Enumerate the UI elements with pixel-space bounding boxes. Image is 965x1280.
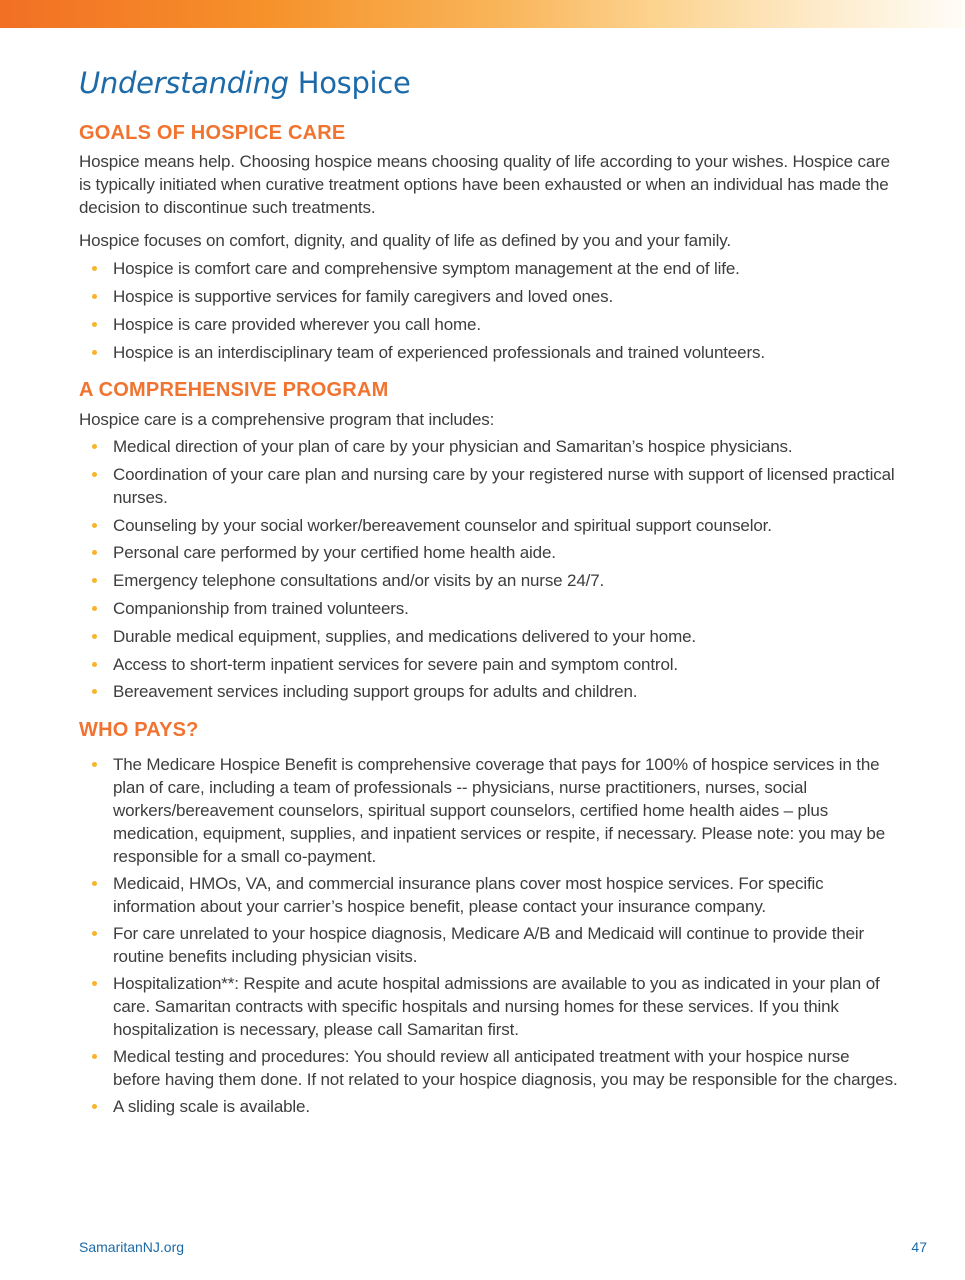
goals-list: [79, 257, 899, 364]
list-item-text: A sliding scale is available.: [113, 1097, 310, 1117]
list-item: [79, 541, 899, 564]
header-gradient-band: [0, 0, 965, 28]
list-item-text: Hospitalization**: Respite and acute hospital admissions are available to you as indicated in your plan of care. Samaritan contracts with specific hospitals and nursing homes for these services. If you think hospitalization is necessary, please call Samaritan first.: [113, 974, 880, 1040]
list-item-text: Hospice is comfort care and comprehensive symptom management at the end of life.: [113, 259, 740, 278]
list-item-text: Emergency telephone consultations and/or visits by an nurse 24/7.: [113, 571, 605, 591]
list-item-text: Access to short-term inpatient services for severe pain and symptom control.: [113, 654, 678, 674]
bullet-icon: [92, 472, 97, 477]
footer-page-number: 47: [911, 1239, 927, 1255]
bullet-icon: [92, 881, 97, 886]
list-item: [79, 435, 899, 458]
bullet-icon: [92, 444, 97, 449]
list-item: [79, 514, 899, 537]
section-heading-goals: GOALS OF HOSPICE CARE: [79, 122, 346, 144]
bullet-icon: [92, 550, 97, 555]
program-list: [79, 435, 899, 703]
who-pays-list: [79, 753, 899, 1118]
page-title: [79, 62, 899, 104]
list-item-text: Hospice is an interdisciplinary team of experienced professionals and trained volunteers.: [113, 343, 765, 362]
list-item-text: Coordination of your care plan and nursing care by your registered nurse with support of licensed practical nurses.: [113, 464, 895, 507]
list-item-text: Medicaid, HMOs, VA, and commercial insurance plans cover most hospice services. For specific information about your carrier’s hospice benefit, please contact your insurance company.: [113, 874, 824, 917]
bullet-icon: [92, 294, 97, 299]
list-item-text: Companionship from trained volunteers.: [113, 598, 409, 618]
list-item: [79, 972, 899, 1041]
list-item: [79, 257, 899, 280]
list-item-text: Hospice is care provided wherever you call home.: [113, 315, 481, 334]
section-heading-who-pays: WHO PAYS?: [79, 719, 199, 742]
list-item: [79, 653, 899, 676]
bullet-icon: [92, 689, 97, 694]
list-item: [79, 597, 899, 620]
bullet-icon: [92, 1054, 97, 1059]
list-item-text: Bereavement services including support groups for adults and children.: [113, 682, 638, 702]
page-content: [79, 62, 899, 1122]
bullet-icon: [92, 606, 97, 611]
bullet-icon: [92, 523, 97, 528]
bullet-icon: [92, 981, 97, 986]
list-item-text: Medical direction of your plan of care by your physician and Samaritan’s hospice physicians.: [113, 437, 793, 456]
bullet-icon: [92, 762, 97, 767]
bullet-icon: [92, 578, 97, 583]
section-program: [79, 377, 899, 703]
footer-website-link[interactable]: SamaritanNJ.org: [79, 1239, 185, 1255]
bullet-icon: [92, 350, 97, 355]
goals-focus-paragraph: Hospice focuses on comfort, dignity, and quality of life as defined by you and your family.: [79, 231, 731, 250]
section-who-pays: [79, 717, 899, 1118]
list-item: [79, 872, 899, 918]
list-item-text: Personal care performed by your certified home health aide.: [113, 543, 556, 563]
list-item: [79, 285, 899, 308]
program-intro-paragraph: Hospice care is a comprehensive program that includes:: [79, 410, 495, 429]
list-item: [79, 680, 899, 703]
bullet-icon: [92, 931, 97, 936]
bullet-icon: [92, 634, 97, 639]
list-item: [79, 922, 899, 968]
list-item: [79, 1045, 899, 1091]
page-title-italic: Understanding: [79, 66, 289, 100]
section-heading-program: A COMPREHENSIVE PROGRAM: [79, 379, 389, 401]
list-item-text: For care unrelated to your hospice diagnosis, Medicare A/B and Medicaid will continue to provide their routine benefits including physician visits.: [113, 924, 865, 967]
list-item-text: Hospice is supportive services for family caregivers and loved ones.: [113, 287, 614, 306]
list-item: [79, 753, 899, 868]
bullet-icon: [92, 1104, 97, 1109]
goals-intro-paragraph: Hospice means help. Choosing hospice means choosing quality of life according to your wishes. Hospice care is typically initiated when curative treatment options have been exhausted or when an individual has made the decision to discontinue such treatments.: [79, 152, 890, 217]
section-goals: [79, 120, 899, 364]
list-item: [79, 463, 899, 509]
list-item: [79, 341, 899, 364]
list-item: [79, 569, 899, 592]
bullet-icon: [92, 266, 97, 271]
list-item-text: The Medicare Hospice Benefit is comprehensive coverage that pays for 100% of hospice services in the plan of care, including a team of professionals -- physicians, nurse practitioners, nurses, social workers/bereavement counselors, spiritual support counselors, certified home health aides – plus medication, equipment, supplies, and inpatient services or respite, if necessary. Please note: you may be responsible for a small co-payment.: [113, 755, 886, 867]
list-item: [79, 313, 899, 336]
list-item: [79, 625, 899, 648]
bullet-icon: [92, 322, 97, 327]
list-item-text: Medical testing and procedures: You should review all anticipated treatment with your hospice nurse before having them done. If not related to your hospice diagnosis, you may be responsible for the charges.: [113, 1047, 898, 1090]
list-item-text: Counseling by your social worker/bereavement counselor and spiritual support counselor.: [113, 515, 772, 535]
bullet-icon: [92, 662, 97, 667]
list-item-text: Durable medical equipment, supplies, and medications delivered to your home.: [113, 626, 696, 646]
list-item: [79, 1095, 899, 1118]
page-title-regular: Hospice: [297, 66, 411, 100]
